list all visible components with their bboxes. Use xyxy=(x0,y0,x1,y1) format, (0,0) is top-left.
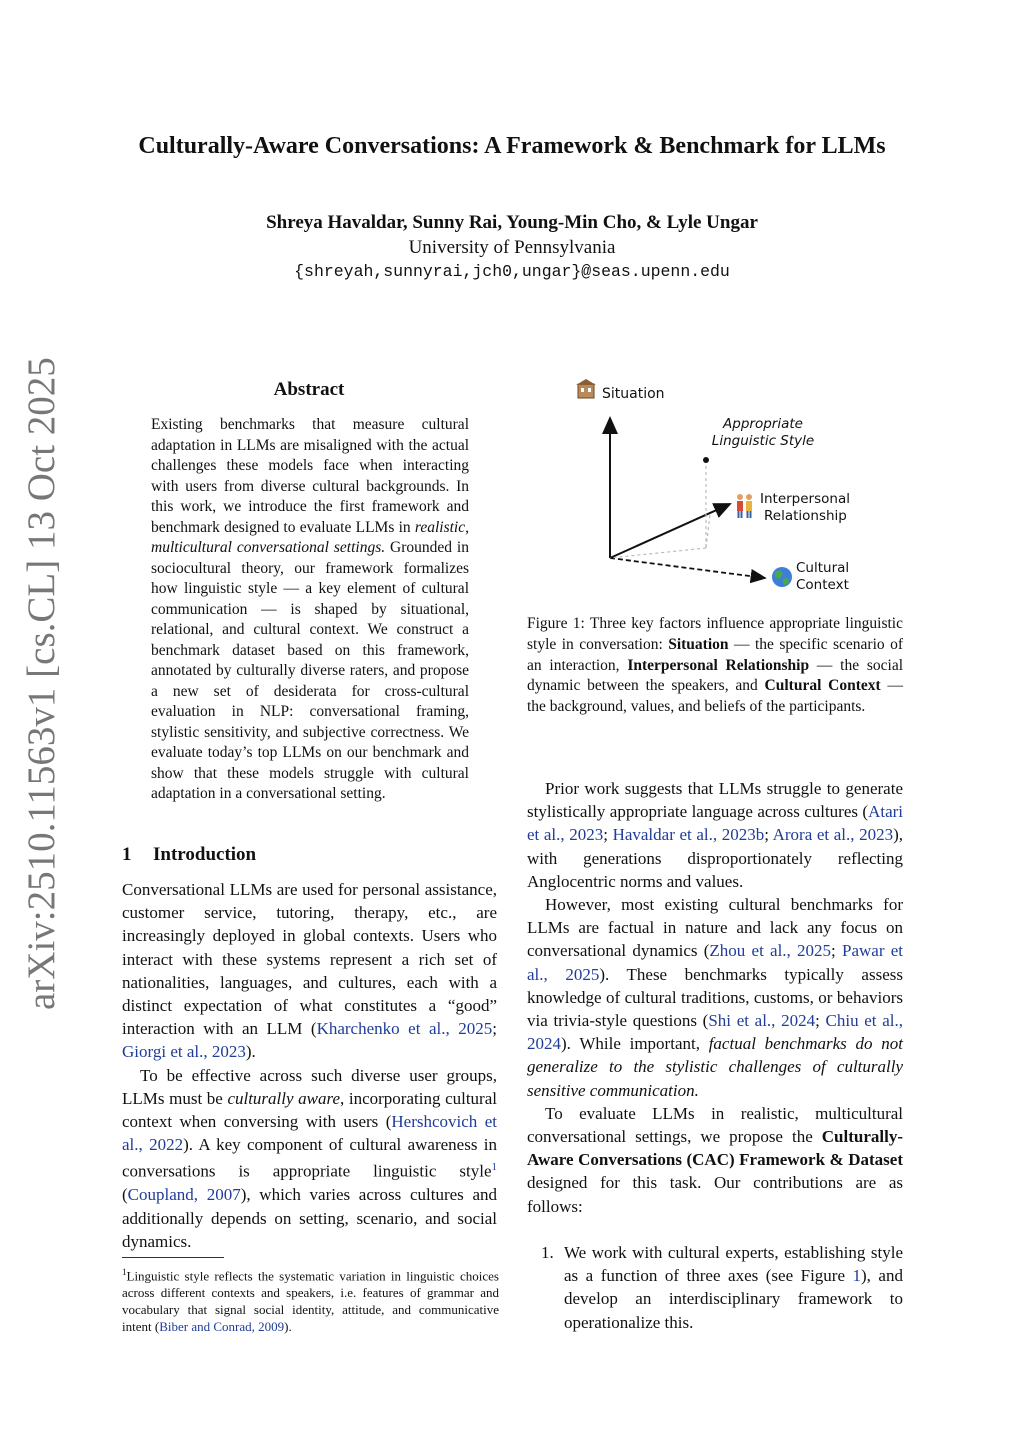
citation-link[interactable]: Coupland, 2007 xyxy=(127,1185,241,1205)
situation-label: Situation xyxy=(602,386,665,402)
citation-link[interactable]: Zhou et al., 2025 xyxy=(709,941,832,961)
intro-paragraph-1: Conversational LLMs are used for personal assistance, customer service, tutoring, therapy, etc., are increasingly deployed in global contexts. Users who interact with these systems represent a rich set of nationalities, languages, and cultures, each with a distinct expectation of what constitutes a “good” interaction with an LLM (Kharchenko et al., 2025; Giorgi et al., 2023). xyxy=(122,880,497,1062)
intro-paragraph-2: To be effective across such diverse user groups, LLMs must be culturally aware, incorporating cultural context when conversing with users (Hershcovich et al., 2022). A key component of cultural awareness in conversations is appropriate linguistic style$^1$ (Coupland, 2007), which varies across cultures and additionally depends on setting, scenario, and social dynamics. xyxy=(122,1065,498,1251)
projection-line xyxy=(610,548,706,558)
people-icon xyxy=(737,494,752,518)
citation-link[interactable]: Chiu et al., 2024 xyxy=(527,1011,903,1054)
list-item-text: We work with cultural experts, establishing style as a function of three axes (see Figure 1), and develop an interdisciplinary framework to operationalize this. xyxy=(564,1243,903,1332)
author-emails: {shreyah,sunnyrai,jch0,ungar}@seas.upenn.edu xyxy=(294,262,730,281)
citation-link[interactable]: Havaldar et al., 2023b xyxy=(612,825,765,845)
affiliation: University of Pennsylvania xyxy=(408,237,616,258)
style-label-line-2: Linguistic Style xyxy=(711,433,815,449)
abstract-heading: Abstract xyxy=(273,379,345,400)
figure-1-diagram xyxy=(560,378,900,600)
style-point xyxy=(703,457,709,463)
context-axis xyxy=(610,558,765,578)
figure-reference-link[interactable]: 1 xyxy=(852,1266,862,1286)
style-label-line-1: Appropriate xyxy=(723,416,803,432)
right-column-body xyxy=(527,777,903,1218)
figure-1-caption: Figure 1: Three key factors influence appropriate linguistic style in conversation: Situation — the specific scenario of an interaction, Interpersonal Relationship — the social dynamic between the speakers, and Cultural Context — the background, values, and beliefs of the participants. xyxy=(527,615,904,716)
citation-link[interactable]: Shi et al., 2024 xyxy=(708,1011,816,1031)
citation-link[interactable]: Arora et al., 2023 xyxy=(772,825,894,845)
footnote-divider xyxy=(122,1257,224,1258)
footnote: $^1$Linguistic style reflects the systematic variation in linguistic choices across different contexts and speakers, i.e. features of grammar and vocabulary that signal social identity, attitude, and communicative intent (Biber and Conrad, 2009). xyxy=(122,1267,499,1335)
citation-link[interactable]: Hershcovich et al., 2022 xyxy=(122,1112,497,1155)
footnote-marker[interactable]: 1 xyxy=(491,1161,497,1174)
projection-line xyxy=(706,515,710,548)
paper-title: Culturally-Aware Conversations: A Framework & Benchmark for LLMs xyxy=(138,133,886,159)
right-paragraph-3: To evaluate LLMs in realistic, multicultural conversational settings, we propose the Culturally-Aware Conversations (CAC) Framework & Dataset designed for this task. Our contributions are as follows: xyxy=(527,1103,903,1216)
citation-link[interactable]: Biber and Conrad, 2009 xyxy=(159,1319,285,1335)
context-label-line-2: Context xyxy=(796,577,849,593)
introduction-body xyxy=(122,878,497,1253)
right-paragraph-1: Prior work suggests that LLMs struggle to generate stylistically appropriate language across cultures (Atari et al., 2023; Havaldar et al., 2023b; Arora et al., 2023), with generations disproportionately reflecting Anglocentric norms and values. xyxy=(527,779,903,891)
relationship-axis xyxy=(610,504,730,558)
relationship-label-line-2: Relationship xyxy=(764,508,847,524)
citation-link[interactable]: Kharchenko et al., 2025 xyxy=(316,1019,493,1039)
relationship-label-line-1: Interpersonal xyxy=(760,491,850,507)
globe-icon xyxy=(772,567,792,587)
author-list: Shreya Havaldar, Sunny Rai, Young-Min Cho, & Lyle Ungar xyxy=(266,212,758,233)
arxiv-stamp: arXiv:2510.11563v1 [cs.CL] 13 Oct 2025 xyxy=(20,357,63,1010)
citation-link[interactable]: Atari et al., 2023 xyxy=(527,802,903,845)
section-heading-introduction: 1 Introduction xyxy=(122,844,257,865)
contribution-list xyxy=(541,1241,903,1334)
list-item xyxy=(541,1241,903,1334)
citation-link[interactable]: Pawar et al., 2025 xyxy=(527,941,903,984)
context-label-line-1: Cultural xyxy=(796,560,850,576)
citation-link[interactable]: Giorgi et al., 2023 xyxy=(122,1042,246,1062)
building-icon xyxy=(576,379,596,398)
abstract-body: Existing benchmarks that measure cultural adaptation in LLMs are misaligned with the actual challenges these models face when interacting with users from diverse cultural backgrounds. In this work, we introduce the first framework and benchmark designed to evaluate LLMs in realistic, multicultural conversational settings. Grounded in sociocultural theory, our framework formalizes how linguistic style — a key element of cultural communication — is shaped by situational, relational, and cultural context. We construct a benchmark dataset based on this framework, annotated by culturally diverse raters, and propose a new set of desiderata for cross-cultural evaluation in NLP: conversational framing, stylistic sensitivity, and subjective correctness. We evaluate today’s top LLMs on our benchmark and show that these models struggle with cultural adaptation in a conversational setting. xyxy=(151,416,469,802)
list-item-number: 1. xyxy=(541,1243,554,1262)
right-paragraph-2: However, most existing cultural benchmarks for LLMs are factual in nature and lack any focus on conversational dynamics (Zhou et al., 2025; Pawar et al., 2025). These benchmarks typically assess knowledge of cultural traditions, customs, or behaviors via trivia-style questions (Shi et al., 2024; Chiu et al., 2024). While important, factual benchmarks do not generalize to the stylistic challenges of culturally sensitive communication. xyxy=(527,895,903,1100)
